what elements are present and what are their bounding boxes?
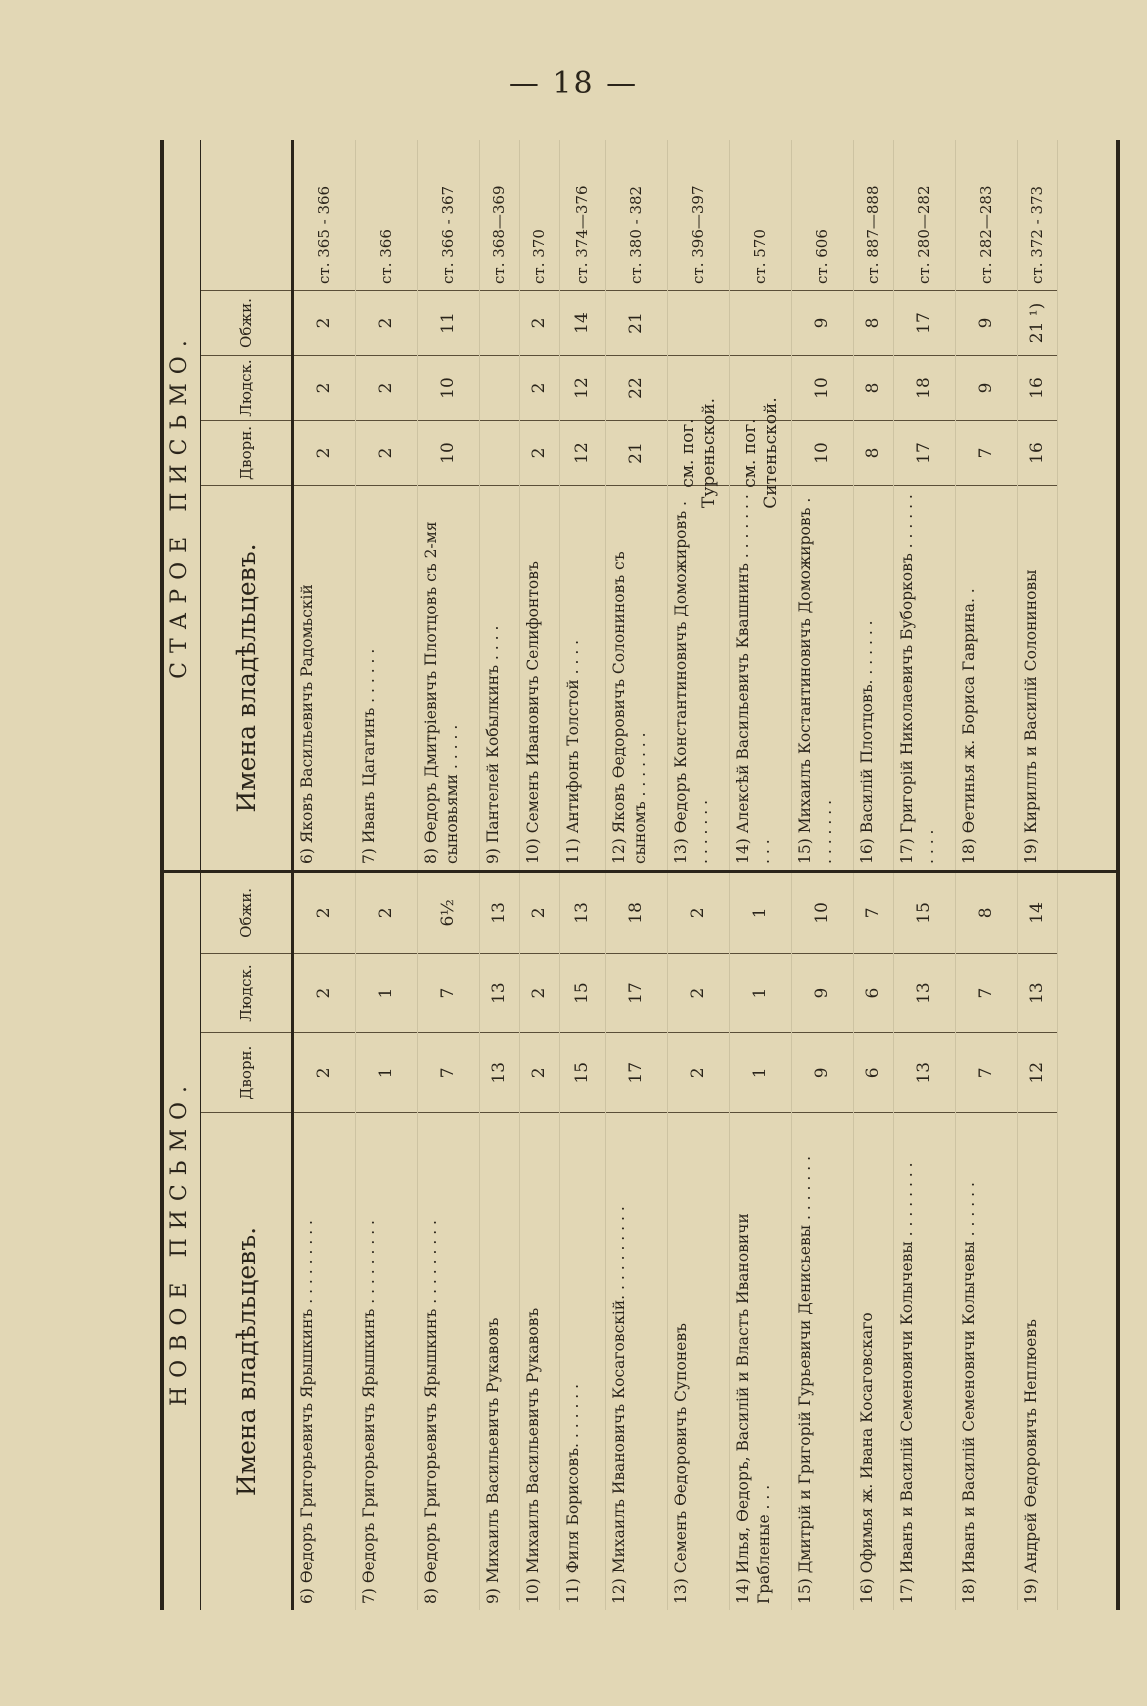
table-row [606, 873, 668, 1610]
dvorn-cell: 1 [730, 1032, 791, 1112]
old-name-header: Имена владѣльцевъ. [201, 485, 291, 870]
owner-name-cell: 18) Ѳетинья ж. Бориса Гаврина. . [956, 485, 1017, 870]
owner-name-cell: 9) Михаилъ Васильевичъ Рукавовъ [480, 1112, 519, 1610]
dvorn-cell: 2 [294, 420, 355, 485]
dvorn-cell: 10 [792, 420, 853, 485]
page-number: — 18 — [508, 66, 639, 101]
ludsk-cell: 16 [1018, 355, 1057, 420]
dvorn-cell: 9 [792, 1032, 853, 1112]
table-row [956, 873, 1018, 1610]
table-row [520, 873, 560, 1610]
table-row [560, 873, 606, 1610]
source-reference-cell: ст. 366 [377, 229, 395, 284]
obzhi-cell: 11 [418, 290, 479, 355]
new-census-title: НОВОЕ ПИСЬМО. [160, 873, 201, 1610]
table-row [854, 140, 894, 870]
ludsk-cell: 2 [294, 953, 355, 1033]
table-row [730, 873, 792, 1610]
table-row [854, 873, 894, 1610]
ludsk-cell: 13 [480, 953, 519, 1033]
old-ref-header [201, 140, 291, 290]
dvorn-cell: 21 [606, 420, 667, 485]
dvorn-cell: 7 [418, 1032, 479, 1112]
owner-name-cell: 14) Алексѣй Васильевичъ Квашнинъ . . . . . . . . . . [730, 485, 791, 870]
obzhi-cell: 2 [688, 907, 708, 919]
dvorn-cell: 17 [606, 1032, 667, 1112]
old-dvorn-header: Дворн. [201, 420, 291, 485]
ludsk-cell: 17 [606, 953, 667, 1033]
owner-name-cell: 6) Яковъ Васильевичъ Радомьскій [294, 485, 355, 870]
old-ludsk-header: Людск. [201, 355, 291, 420]
ludsk-cell: 9 [956, 355, 1017, 420]
dvorn-cell: 2 [520, 1032, 559, 1112]
table-row [956, 140, 1018, 870]
owner-name-cell: 8) Ѳедоръ Дмитріевичъ Плотцовъ съ 2-мя сыновьями . . . . . [418, 485, 479, 870]
obzhi-cell: 2 [376, 907, 396, 919]
obzhi-cell: 2 [356, 290, 417, 355]
obzhi-cell: 2 [529, 907, 549, 919]
dvorn-cell: 6 [854, 1032, 893, 1112]
owner-name-cell: 12) Михаилъ Ивановичъ Косаговскій. . . . . . . . . . [606, 1112, 667, 1610]
ludsk-cell: 7 [956, 953, 1017, 1033]
source-reference-cell: ст. 887—888 [864, 185, 882, 284]
dvorn-cell: 12 [560, 420, 605, 485]
obzhi-cell: 2 [294, 290, 355, 355]
source-reference-cell: ст. 570 [751, 229, 769, 284]
obzhi-cell: 1 [750, 907, 770, 919]
owner-name-cell: 16) Офимья ж. Ивана Косаговскаго [854, 1112, 893, 1610]
ludsk-cell: 2 [520, 953, 559, 1033]
obzhi-cell: 8 [976, 907, 996, 919]
obzhi-cell: 10 [812, 902, 832, 924]
obzhi-cell: 6½ [438, 899, 458, 927]
owner-name-cell: 17) Иванъ и Василій Семеновичи Колычевы . . . . . . . . [894, 1112, 955, 1610]
owner-name-cell: 11) Филя Борисовъ. . . . . . . [560, 1112, 605, 1610]
dvorn-cell: 2 [520, 420, 559, 485]
owner-name-cell: 18) Иванъ и Василій Семеновичи Колычевы . . . . . . [956, 1112, 1017, 1610]
table-row [418, 140, 480, 870]
owner-name-cell: 10) Семенъ Ивановичъ Селифонтовъ [520, 485, 559, 870]
ludsk-cell: 9 [792, 953, 853, 1033]
owner-name-cell: 12) Яковъ Ѳедоровичъ Солониновъ съ сыномъ . . . . . . . [606, 485, 667, 870]
owner-name-cell: 19) Кириллъ и Василій Солониновы [1018, 485, 1057, 870]
table-row [792, 873, 854, 1610]
dvorn-cell: 2 [668, 1032, 729, 1112]
owner-name-cell: 7) Иванъ Цагагинъ . . . . . . [356, 485, 417, 870]
table-row [894, 873, 956, 1610]
ludsk-cell [480, 355, 519, 420]
dvorn-cell: 10 [418, 420, 479, 485]
table-row [480, 140, 520, 870]
dvorn-cell: см. пог. Ситеньской. [730, 420, 791, 485]
dvorn-cell: 2 [294, 1032, 355, 1112]
obzhi-cell [730, 290, 791, 355]
source-reference-cell: ст. 606 [813, 229, 831, 284]
dvorn-cell: 15 [560, 1032, 605, 1112]
ludsk-cell: 12 [560, 355, 605, 420]
ludsk-cell: 13 [1018, 953, 1057, 1033]
dvorn-cell: 12 [1018, 1032, 1057, 1112]
ludsk-cell: 22 [606, 355, 667, 420]
table-row [730, 140, 792, 870]
owner-name-cell: 8) Ѳедоръ Григорьевичъ Ярышкинъ . . . . . . . . . [418, 1112, 479, 1610]
old-census-rows [294, 140, 1058, 870]
ludsk-cell: 7 [418, 953, 479, 1033]
ludsk-cell: 2 [356, 355, 417, 420]
new-ludsk-header: Людск. [201, 953, 291, 1033]
obzhi-cell [668, 290, 729, 355]
obzhi-cell: 21 ¹) [1018, 290, 1057, 355]
owner-name-cell: 15) Дмитрій и Григорій Гурьевичи Денисьевы . . . . . . . [792, 1112, 853, 1610]
ludsk-cell [668, 355, 729, 420]
table-row [480, 873, 520, 1610]
dvorn-cell: 8 [854, 420, 893, 485]
source-reference-cell: ст. 368—369 [490, 185, 508, 284]
old-census-section [160, 140, 1120, 870]
owner-name-cell: 9) Пантелей Кобылкинъ . . . . [480, 485, 519, 870]
owner-name-cell: 6) Ѳедоръ Григорьевичъ Ярышкинъ . . . . . . . . . [294, 1112, 355, 1610]
owner-name-cell: 17) Григорій Николаевичъ Буборковъ . . . . . . . . . . [894, 485, 955, 870]
source-reference-cell: ст. 372 - 373 [1028, 185, 1046, 284]
new-census-header-row [201, 873, 294, 1610]
ludsk-cell: 13 [894, 953, 955, 1033]
source-reference-cell: ст. 396—397 [689, 185, 707, 284]
obzhi-cell: 8 [854, 290, 893, 355]
ludsk-cell: 18 [894, 355, 955, 420]
ludsk-cell: 8 [854, 355, 893, 420]
obzhi-cell: 13 [489, 902, 509, 924]
dvorn-cell: 7 [956, 1032, 1017, 1112]
dvorn-cell: 2 [356, 420, 417, 485]
obzhi-cell: 21 [606, 290, 667, 355]
owner-name-cell: 10) Михаилъ Васильевичъ Рукавовъ [520, 1112, 559, 1610]
ludsk-cell: 15 [560, 953, 605, 1033]
table-row [560, 140, 606, 870]
source-reference-cell: ст. 280—282 [915, 185, 933, 284]
dvorn-cell: 13 [894, 1032, 955, 1112]
obzhi-cell: 15 [914, 902, 934, 924]
dvorn-cell: см. пог. Туреньской. [668, 420, 729, 485]
dvorn-cell: 1 [356, 1032, 417, 1112]
ludsk-cell: 1 [356, 953, 417, 1033]
table-row [294, 140, 356, 870]
table-row [792, 140, 854, 870]
table-row [418, 873, 480, 1610]
obzhi-cell: 7 [863, 907, 883, 919]
obzhi-cell: 2 [520, 290, 559, 355]
dvorn-cell: 17 [894, 420, 955, 485]
table-row [668, 873, 730, 1610]
dvorn-cell: 7 [956, 420, 1017, 485]
dvorn-cell [480, 420, 519, 485]
table-row [1018, 140, 1058, 870]
obzhi-cell: 14 [560, 290, 605, 355]
owner-name-cell: 13) Семенъ Ѳедоровичъ Супоневъ [668, 1112, 729, 1610]
dvorn-cell: 16 [1018, 420, 1057, 485]
source-reference-cell: ст. 282—283 [977, 185, 995, 284]
owner-name-cell: 7) Ѳедоръ Григорьевичъ Ярышкинъ . . . . . . . . . [356, 1112, 417, 1610]
table-row [1018, 873, 1058, 1610]
dvorn-cell: 13 [480, 1032, 519, 1112]
ludsk-cell: 10 [418, 355, 479, 420]
new-census-rows [294, 873, 1058, 1610]
owner-name-cell: 11) Антифонъ Толстой . . . . [560, 485, 605, 870]
owner-name-cell: 13) Ѳедоръ Константиновичъ Доможировъ . . . . . . . . [668, 485, 729, 870]
new-dvorn-header: Дворн. [201, 1032, 291, 1112]
table-row [356, 873, 418, 1610]
obzhi-cell: 9 [956, 290, 1017, 355]
owner-name-cell: 15) Михаилъ Костантиновичъ Доможировъ . . . . . . . . [792, 485, 853, 870]
obzhi-cell: 18 [626, 902, 646, 924]
source-reference-cell: ст. 374—376 [573, 185, 591, 284]
table-row [520, 140, 560, 870]
new-obzhi-header: Обжи. [237, 887, 255, 938]
owner-name-cell: 19) Андрей Ѳедоровичъ Неплюевъ [1018, 1112, 1057, 1610]
old-obzhi-header: Обжи. [201, 290, 291, 355]
table-row [294, 873, 356, 1610]
table-row [894, 140, 956, 870]
obzhi-cell: 14 [1027, 902, 1047, 924]
rotated-table [160, 140, 1120, 1610]
ludsk-cell: 2 [520, 355, 559, 420]
obzhi-cell [480, 290, 519, 355]
ludsk-cell: 2 [294, 355, 355, 420]
old-census-title: СТАРОЕ ПИСЬМО. [160, 140, 201, 870]
ludsk-cell [730, 355, 791, 420]
obzhi-cell: 2 [314, 907, 334, 919]
source-reference-cell: ст. 366 - 367 [439, 185, 457, 284]
new-census-section [160, 870, 1120, 1610]
source-reference-cell: ст. 380 - 382 [627, 185, 645, 284]
obzhi-cell: 17 [894, 290, 955, 355]
new-name-header: Имена владѣльцевъ. [201, 1112, 291, 1610]
obzhi-cell: 13 [572, 902, 592, 924]
old-census-header-row [201, 140, 294, 870]
ludsk-cell: 6 [854, 953, 893, 1033]
ludsk-cell: 2 [668, 953, 729, 1033]
table-row [356, 140, 418, 870]
obzhi-cell: 9 [792, 290, 853, 355]
source-reference-cell: ст. 365 - 366 [315, 185, 333, 284]
ludsk-cell: 10 [792, 355, 853, 420]
ludsk-cell: 1 [730, 953, 791, 1033]
table-row [668, 140, 730, 870]
source-reference-cell: ст. 370 [530, 229, 548, 284]
owner-name-cell: 14) Илья, Ѳедоръ, Василій и Властъ Ивановичи Грабленые . . . [730, 1112, 791, 1610]
owner-name-cell: 16) Василій Плотцовъ. . . . . . . [854, 485, 893, 870]
table-row [606, 140, 668, 870]
